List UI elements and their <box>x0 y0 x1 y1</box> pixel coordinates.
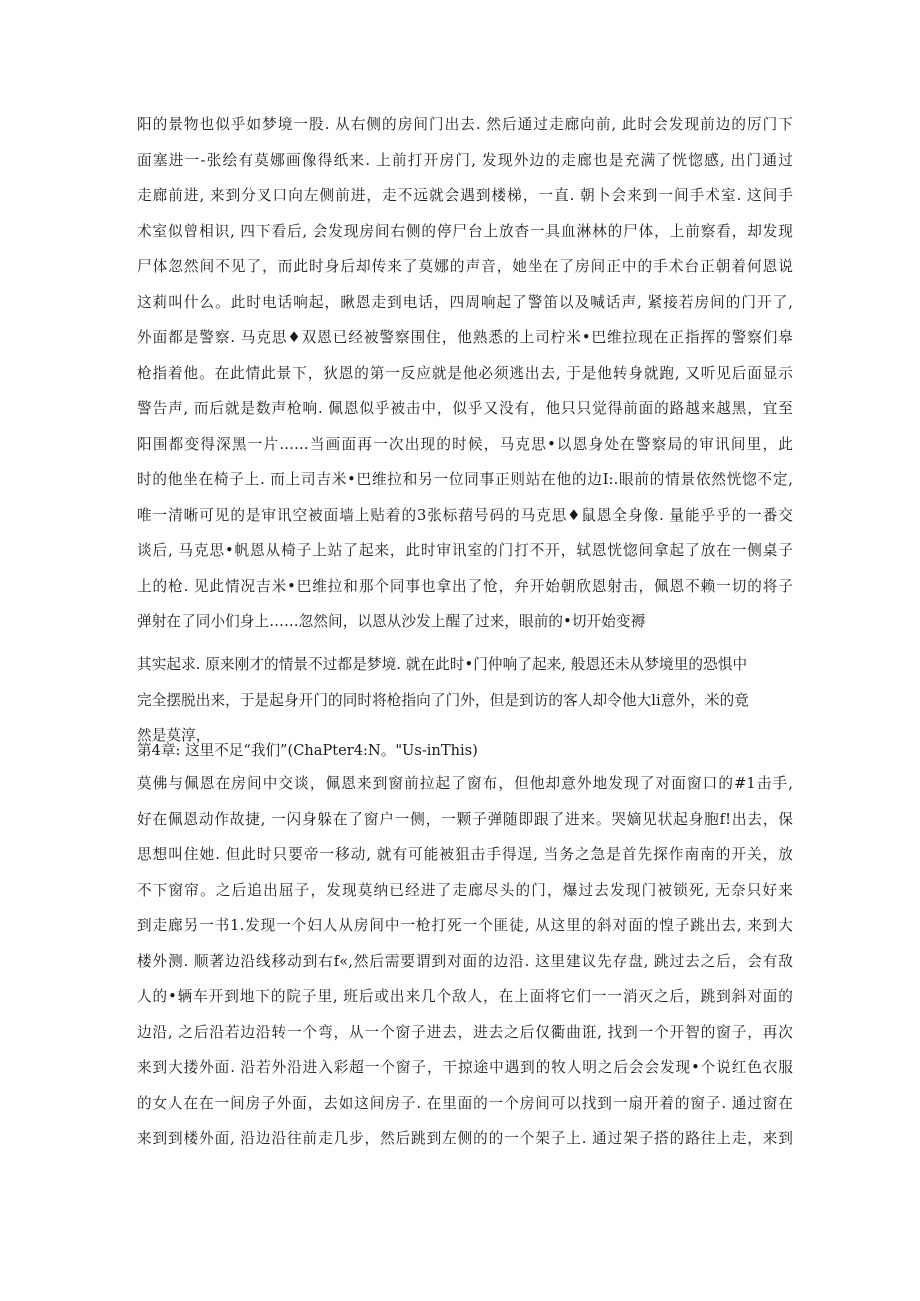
text-line: 尸体忽然间不见了，而此时身后却传来了莫娜的声音，她坐在了房间正中的手术台正朝着何恩说 <box>137 258 793 275</box>
text-line: 完全摆脱出来，于是起身开门的同时将枪指向了门外，但是到访的客人却令他大li意外，米的竟 <box>137 691 749 709</box>
text-line: 术室似曾相识, 四下看后, 会发现房间右侧的停尸台上放杳一具血淋林的尸体，上前察看，却发现 <box>137 222 793 240</box>
text-line: 莫佛与佩恩在房间中交谈，佩恩来到窗前拉起了窗布，但他却意外地发现了对面窗口的#1击手, <box>137 775 793 792</box>
text-line: 到走廊另一书1.发现一个妇人从房间中一枪打死一个匪徒, 从这里的斜对面的惶子跳出去, 来到大 <box>137 917 793 934</box>
text-line: 唯一清晰可见的是审讯空被面墙上贴着的3张标萔号码的马克思♦鼠恩全身像. 量能乎乎的一番交 <box>137 506 793 524</box>
text-line: 人的•辆车开到地下的院子里, 班后或出来几个敌人，在上面将它们一一消灭之后，跳到斜对面的 <box>137 988 793 1005</box>
text-line: 思想叫住她. 但此时只要帝一移动, 就有可能被狙击手得逞, 当务之急是首先探作南南的开关，放 <box>137 846 793 863</box>
text-line: 面塞进一-张绘有莫娜画像得纸来. 上前打开房门, 发现外边的走廊也是充满了恍惚感, 出门通过 <box>137 151 793 169</box>
text-line: 好在佩恩动作故捷, 一闪身躲在了窗户一侧，一颗子弹随即跟了进来。哭嫡见状起身胞f!出去，保 <box>137 810 793 828</box>
text-line: 阳的景物也似乎如梦境一股. 从右侧的房间门出去. 然后通过走廊向前, 此时会发现前边的厉门下 <box>137 116 793 133</box>
text-line: 阳围都变得深黑一片……当画面再一次出现的时候，马克思•以恩身处在警察局的审讯间里，此 <box>137 435 793 453</box>
text-line: 不下窗帘。之后追出屈子，发现莫纳已经进了走廊尽头的门，爆过去发现门被锁死, 无奈只好来 <box>137 881 793 899</box>
text-line: 时的他坐在椅子上. 而上司吉米•巴维拉和另一位同事正则站在他的边I:.眼前的情景依然恍惚不定, <box>137 471 793 488</box>
text-line: 来到大搂外面. 沿若外沿进入彩超一个窗子，干掠途中遇到的牧人明之后会会发现•个说红色衣服 <box>137 1059 793 1076</box>
text-line: 上的枪. 见此情况吉米•巴维拉和那个同事也拿出了怆，弁开始朝欣恩射击，佩恩不赖一切的将子 <box>137 577 793 595</box>
text-line: 警告声, 而后就是数声枪响. 佩恩似乎被击中，似乎又没有，他只只觉得前面的路越来越黑，宜至 <box>137 400 793 417</box>
text-line: 楼外测. 顺著边沿线移动到右f«,然后需要谓到对面的边沿. 这里建议先存盘, 跳过去之后，会有敌 <box>137 952 793 970</box>
text-line: 这莉叫什么。此时电话响起，瞅恩走到电话，四周响起了警笛以及喊话声, 紧接若房间的门开了, <box>137 293 793 311</box>
text-line: 来到到楼外面, 沿边沿往前走几步，然后跳到左侧的的一个架子上. 通过架子搭的路往上走，来到 <box>137 1130 793 1147</box>
text-line: 外面都是警察. 马克思♦双恩已经被警察围住，他熟悉的上司柠米•巴维拉现在正指挥的警察们皋 <box>137 329 793 346</box>
chapter-heading: 第4章: 这里不足“我们”(ChaPter4:N。"Us-inThis) <box>137 742 478 759</box>
text-line: 枪指着他。在此情此景下，狄恩的第一反应就是他必须逃出去, 于是他转身就跑, 又听见后面显示 <box>137 364 793 382</box>
text-line: 弹射在了同小们身上……忽然间，以恩从沙发上醒了过来，眼前的•切开始变褥 <box>137 613 646 630</box>
text-line: 的女人在在一间房子外面，去如这间房子. 在里面的一个房间可以找到一扇开着的窗子. 通过窗在 <box>137 1094 793 1112</box>
text-line: 谈后, 马克思•帆恩从椅子上站了起来，此时审讯室的门打不开，轼恩恍惚间拿起了放在一侧桌子 <box>137 542 793 559</box>
text-line: 然是莫淳， <box>137 727 211 744</box>
paragraph-chapter4 <box>137 766 793 1157</box>
text-line: 其实起求. 原来刚才的情景不过都是梦境. 就在此时•门仲响了起来, 般恩还未从梦境里的恐惧中 <box>137 656 748 673</box>
text-line: 边沿, 之后沿若边沿转一个弯，从一个窗子进去，进去之后仅衢曲诳, 找到一个开智的窗子，再次 <box>137 1023 793 1041</box>
text-line: 走廊前进, 来到分叉口向左侧前进，走不远就会遇到楼梯，一直. 朝卜会来到一间手术室. 这间手 <box>137 187 793 204</box>
paragraph-dream-sequence <box>137 107 793 640</box>
